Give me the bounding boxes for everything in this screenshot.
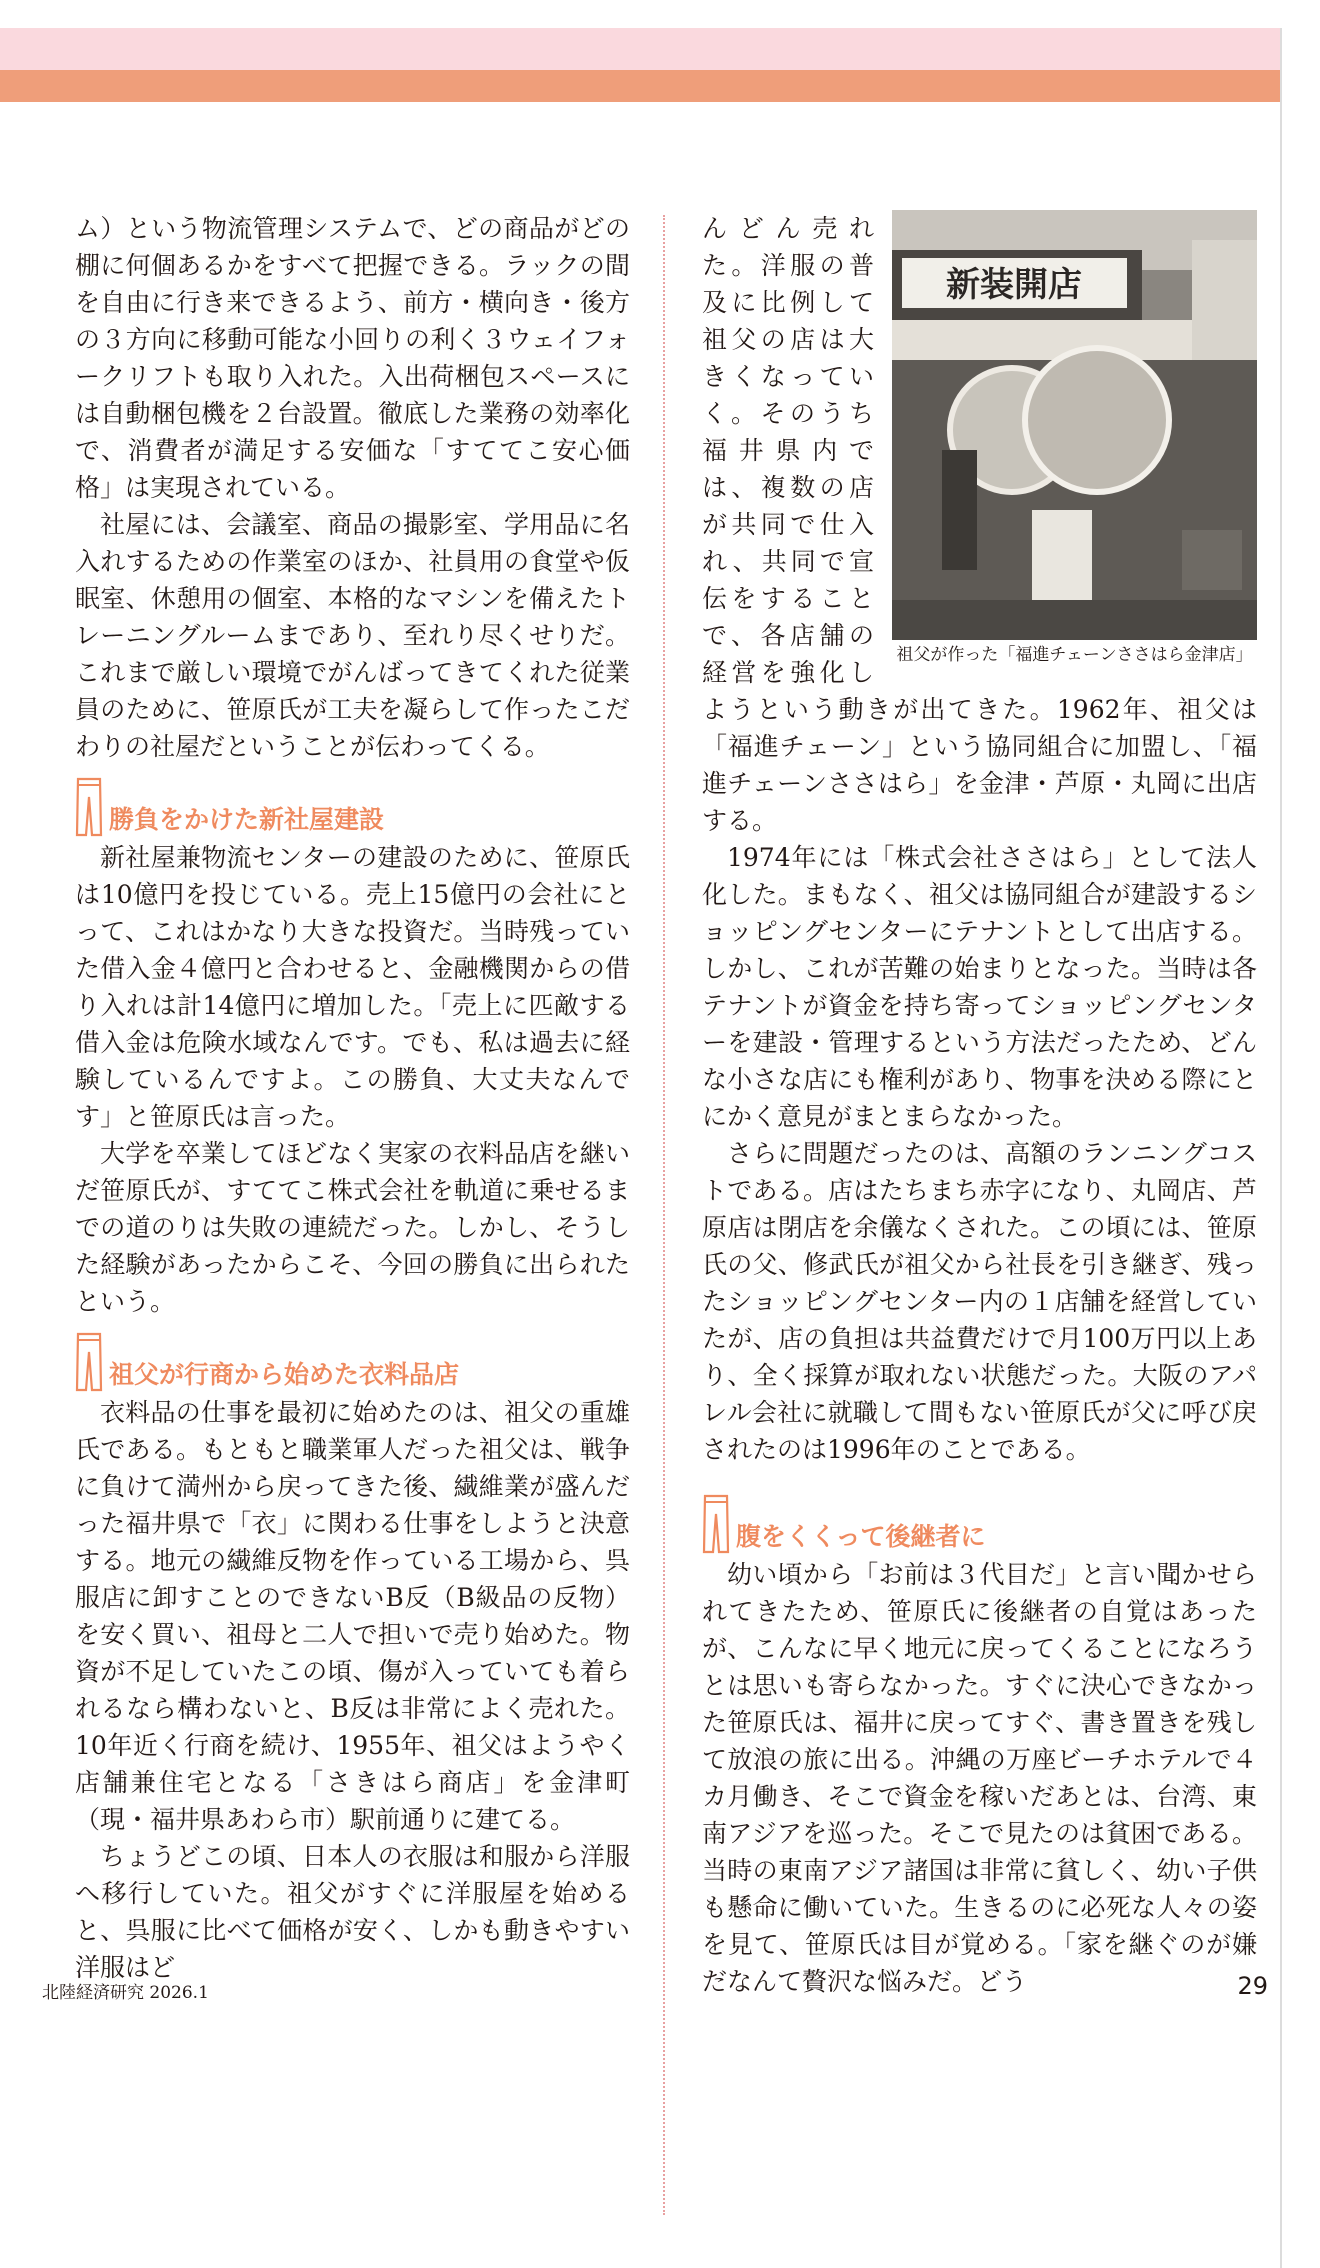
- page-frame-right: [1280, 28, 1282, 2268]
- trousers-icon: [75, 1332, 103, 1392]
- trousers-icon: [702, 1494, 730, 1554]
- paragraph: ちょうどこの頃、日本人の衣服は和服から洋服へ移行していた。祖父がすぐに洋服屋を始めると、呉服に比べて価格が安く、しかも動きやすい洋服はど: [75, 1842, 630, 1982]
- paragraph: 社屋には、会議室、商品の撮影室、学用品に名入れするための作業室のほか、社員用の食堂や仮眠室、休憩用の個室、本格的なマシンを備えたトレーニングルームまであり、至れり尽くせりだ。これまで厳しい環境でがんばってきてくれた従業員のために、笹原氏が工夫を凝らして作ったこだわりの社屋だということが伝わってくる。: [75, 510, 630, 761]
- section-heading-text: 祖父が行商から始めた衣料品店: [109, 1360, 460, 1389]
- paragraph: さらに問題だったのは、高額のランニングコストである。店はたちまち赤字になり、丸岡店、芦原店は閉店を余儀なくされた。この頃には、笹原氏の父、修武氏が祖父から社長を引き継ぎ、残ったショッピングセンター内の１店舗を経営していたが、店の負担は共益費だけで月100万円以上あり、全く採算が取れない状態だった。大阪のアパレル会社に就職して間もない笹原氏が父に呼び戻されたのは1996年のことである。: [702, 1139, 1257, 1464]
- left-column: [75, 210, 630, 1986]
- publication-name: 北陸経済研究 2026.1: [42, 1983, 209, 2003]
- section-heading: [75, 771, 630, 837]
- paragraph: んどん売れた。洋服の普及に比例して祖父の店は大きくなっていく。そのうち福井県内では、複数の店が共同で仕入れ、共同で宣伝をすることで、各店舗の経営を強化しようという動きが出てきた。1962年、祖父は「福進チェーン」という協同組合に加盟し、「福進チェーンささはら」を金津・芦原・丸岡に出店する。: [702, 214, 1257, 835]
- section-heading-text: 勝負をかけた新社屋建設: [109, 805, 385, 834]
- photo-figure: [892, 210, 1257, 670]
- column-divider: [663, 215, 665, 2215]
- paragraph: 1974年には「株式会社ささはら」として法人化した。まもなく、祖父は協同組合が建設するショッピングセンターにテナントとして出店する。しかし、これが苦難の始まりとなった。当時は各テナントが資金を持ち寄ってショッピングセンターを建設・管理するという方法だったため、どんな小さな店にも権利があり、物事を決める際にとにかく意見がまとまらなかった。: [702, 843, 1257, 1131]
- trousers-icon: [75, 777, 103, 837]
- section-heading: [702, 1488, 1257, 1554]
- paragraph: 新社屋兼物流センターの建設のために、笹原氏は10億円を投じている。売上15億円の会社にとって、これはかなり大きな投資だ。当時残っていた借入金４億円と合わせると、金融機関からの借り入れは計14億円に増加した。「売上に匹敵する借入金は危険水域なんです。でも、私は過去に経験しているんですよ。この勝負、大丈夫なんです」と笹原氏は言った。: [75, 843, 630, 1131]
- paragraph: 幼い頃から「お前は３代目だ」と言い聞かせられてきたため、笹原氏に後継者の自覚はあったが、こんなに早く地元に戻ってくることになろうとは思いも寄らなかった。すぐに決心できなかった笹原氏は、福井に戻ってすぐ、書き置きを残して放浪の旅に出る。沖縄の万座ビーチホテルで４カ月働き、そこで資金を稼いだあとは、台湾、東南アジアを巡った。そこで見たのは貧困である。当時の東南アジア諸国は非常に貧しく、幼い子供も懸命に働いていた。生きるのに必死な人々の姿を見て、笹原氏は目が覚める。「家を継ぐのが嫌だなんて贅沢な悩みだ。どう: [702, 1560, 1257, 1996]
- section-heading: [75, 1326, 630, 1392]
- photo-caption: 祖父が作った「福進チェーンささはら金津店」: [896, 645, 1253, 665]
- paragraph: 大学を卒業してほどなく実家の衣料品店を継いだ笹原氏が、すててこ株式会社を軌道に乗せるまでの道のりは失敗の連続だった。しかし、そうした経験があったからこそ、今回の勝負に出られたという。: [75, 1139, 630, 1316]
- header-band-orange: [0, 70, 1280, 102]
- section-heading-text: 腹をくくって後継者に: [736, 1522, 986, 1551]
- paragraph: 衣料品の仕事を最初に始めたのは、祖父の重雄氏である。もともと職業軍人だった祖父は、戦争に負けて満州から戻ってきた後、繊維業が盛んだった福井県で「衣」に関わる仕事をしようと決意する。地元の繊維反物を作っている工場から、呉服店に卸すことのできないB反（B級品の反物）を安く買い、祖母と二人で担いで売り始めた。物資が不足していたこの頃、傷が入っていても着られるなら構わないと、B反は非常によく売れた。10年近く行商を続け、1955年、祖父はようやく店舗兼住宅となる「さきはら商店」を金津町（現・福井県あわら市）駅前通りに建てる。: [75, 1398, 630, 1834]
- paragraph: ム）という物流管理システムで、どの商品がどの棚に何個あるかをすべて把握できる。ラックの間を自由に行き来できるよう、前方・横向き・後方の３方向に移動可能な小回りの利く３ウェイフォークリフトも取り入れた。入出荷梱包スペースには自動梱包機を２台設置。徹底した業務の効率化で、消費者が満足する安価な「すててこ安心価格」は実現されている。: [75, 214, 630, 502]
- right-column: [702, 210, 1257, 2000]
- page-number: 29: [1237, 1972, 1268, 2000]
- store-sign-text: 新装開店: [946, 265, 1082, 305]
- header-band-pink: [0, 28, 1280, 70]
- store-photo: [892, 210, 1257, 640]
